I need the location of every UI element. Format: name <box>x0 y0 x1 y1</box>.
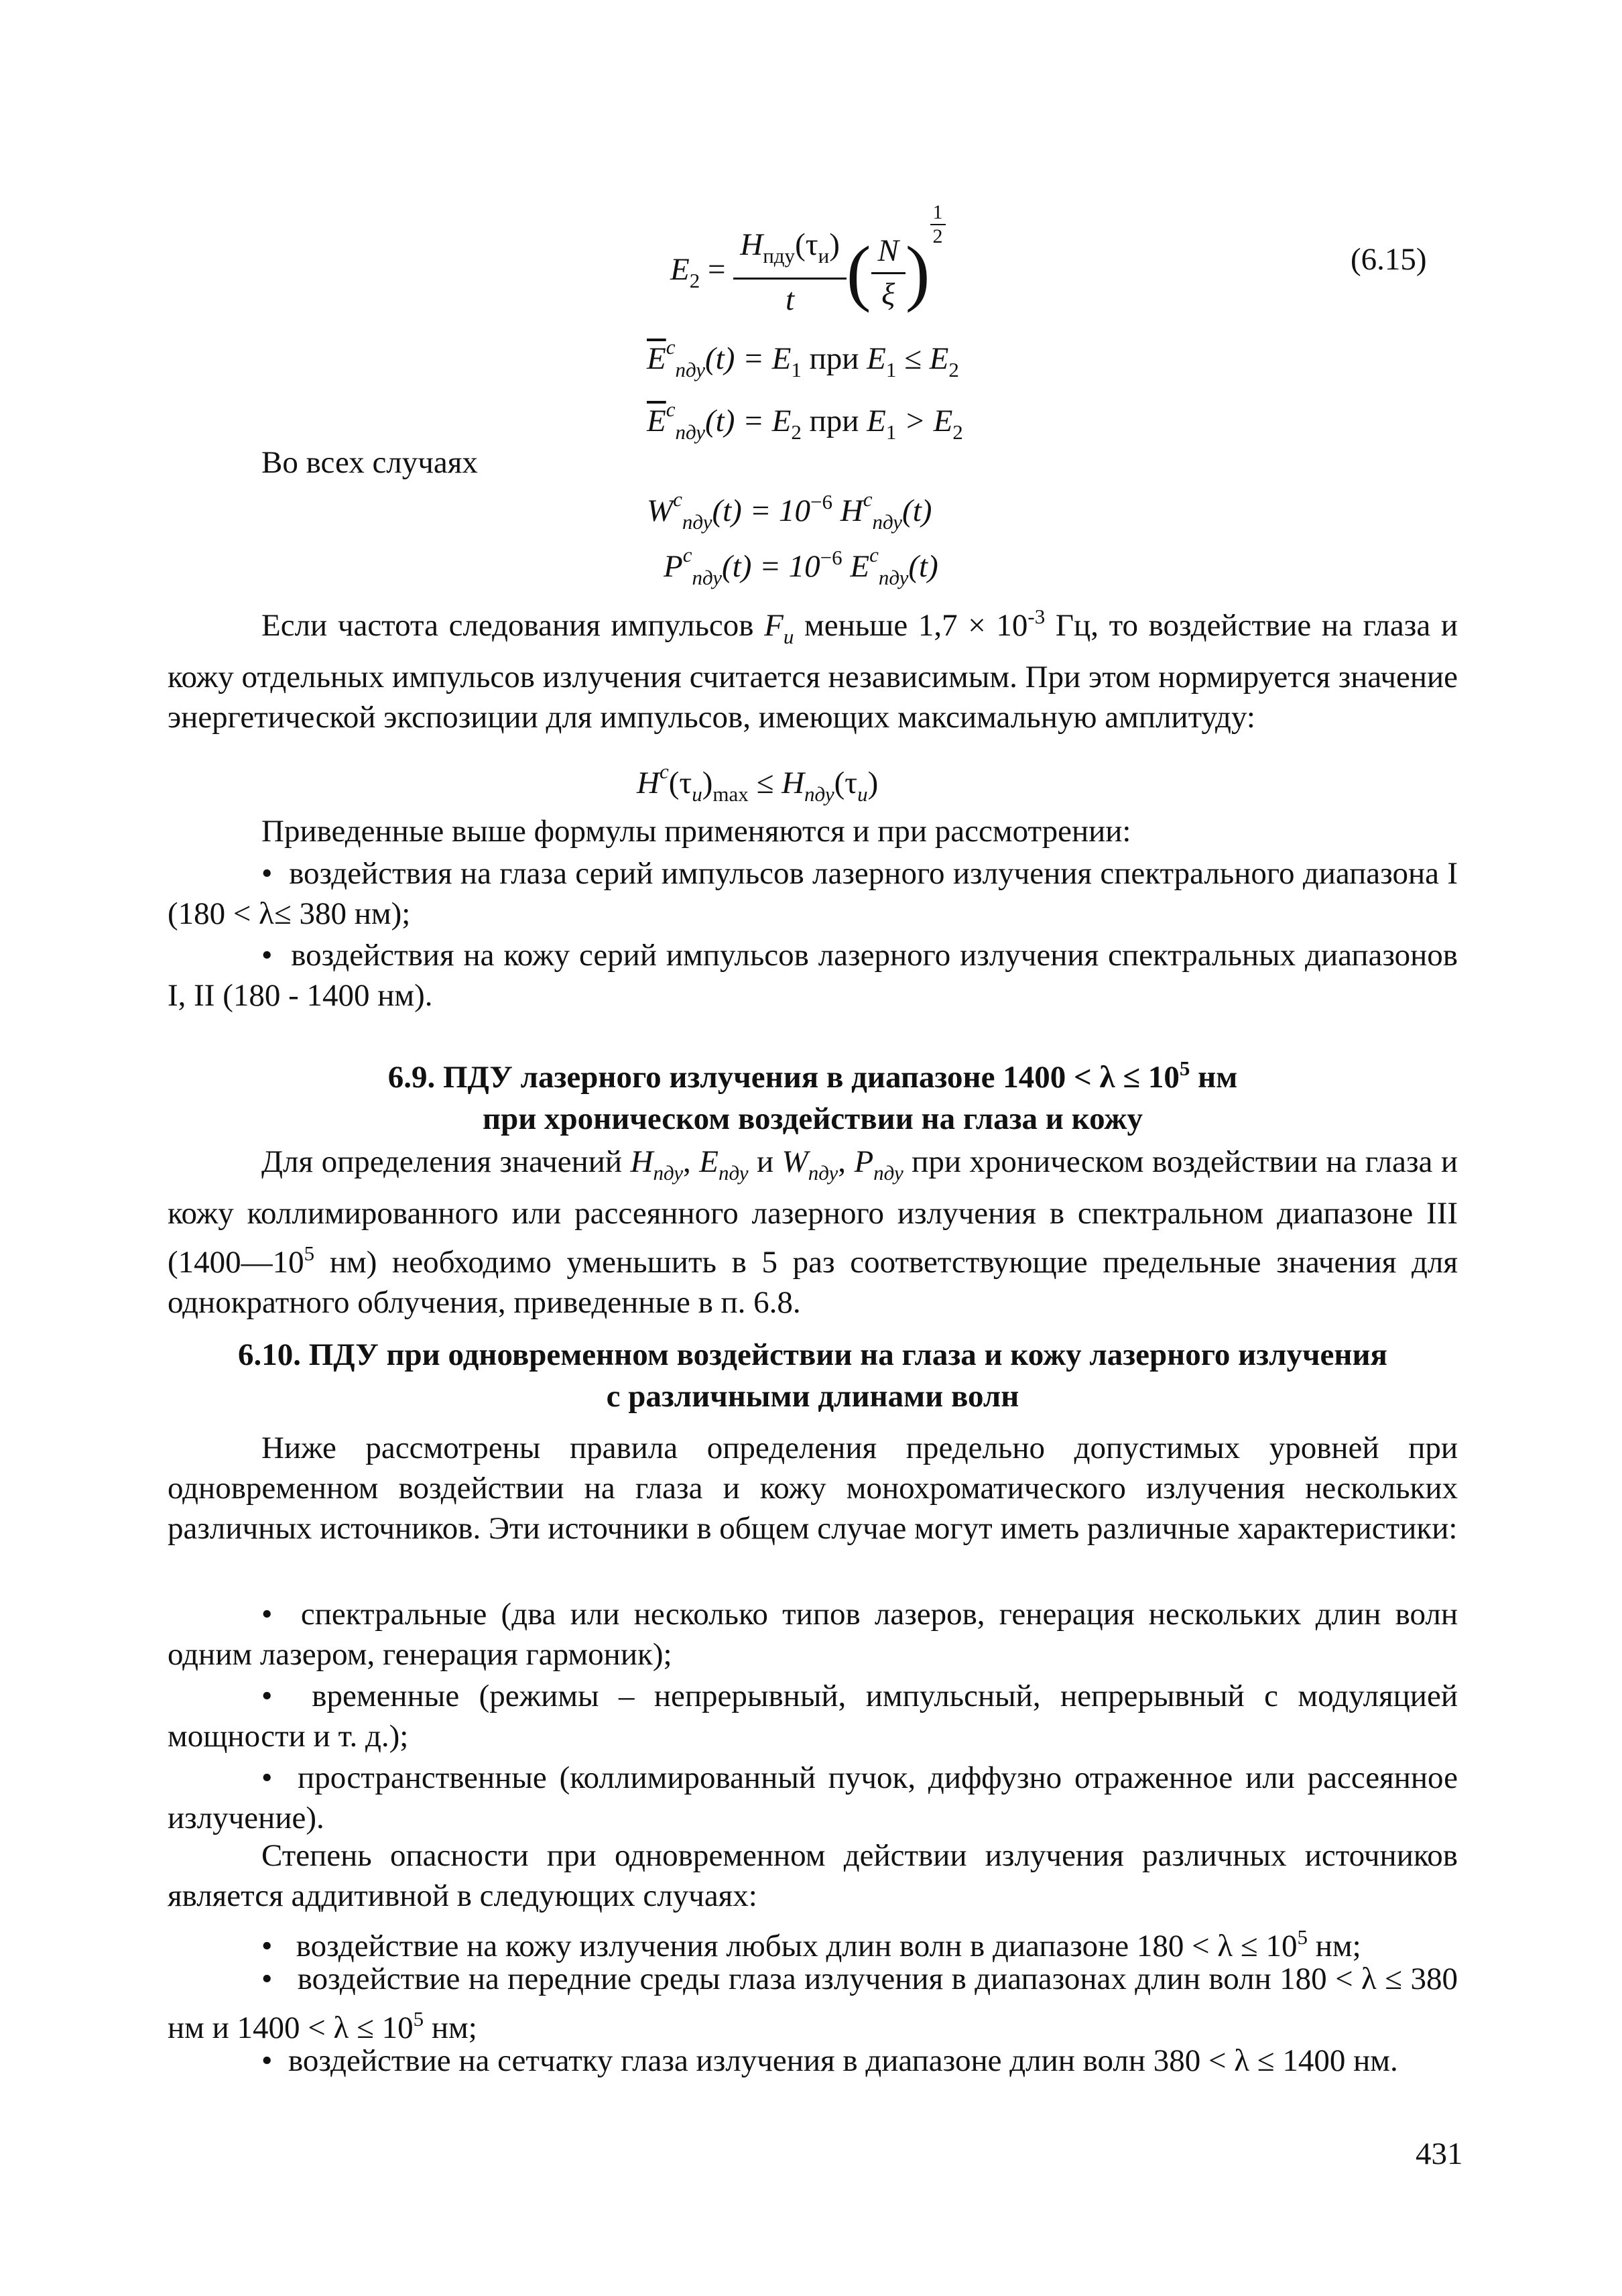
paragraph-formulas-applied: Приведенные выше формулы применяются и при рассмотрении: <box>261 814 1131 849</box>
e2-lhs: E <box>670 252 690 287</box>
list-item-spectral: • спектральные (два или несколько типов лазеров, генерация нескольких длин волн одним лазером, генерация гармоник); <box>168 1594 1458 1675</box>
list-item-eye-series: • воздействия на глаза серий импульсов лазерного излучения спектрального диапазона I (180 < λ≤ 380 нм); <box>168 853 1458 934</box>
formula-p: $P^c_{пду}(t) = 10^{-6}$ $E^c_{пду}(t)$ <box>664 543 938 589</box>
e2-fraction: $\frac{H_{пду}(\tau_и)}{t}$ <box>733 225 847 320</box>
list-item-retina: • воздействие на сетчатку глаза излучения в диапазоне длин волн 380 < λ ≤ 1400 нм. <box>168 2041 1458 2081</box>
paragraph-chronic-exposure: Для определения значений $H_{пду}$, $E_{пду}$ и $W_{пду}$, $P_{пду}$ при хроническом воздействии на глаза и кожу коллимированного или рассеянного лазерного излучения в спектральном диапазоне III ($1400—10^5$ нм) необходимо уменьшить в 5 раз соответствующие предельные значения для однократного облучения, приведенные в п. 6.8. <box>168 1144 1458 1320</box>
paragraph-additive-hazard: Степень опасности при одновременном действии излучения различных источников является аддитивной в следующих случаях: <box>168 1838 1458 1913</box>
paragraph-pulse-frequency: Если частота следования импульсов $F_и$ меньше $1,7 \times 10^{-3}$ Гц, то воздействие на глаза и кожу отдельных импульсов излучения считается независимым. При этом нормируется значение энергетической экспозиции для импульсов, имеющих максимальную амплитуду: <box>168 605 1458 735</box>
list-item-temporal: • временные (режимы – непрерывный, импульсный, непрерывный с модуляцией мощности и т. д.); <box>168 1676 1458 1756</box>
list-item-anterior-eye: • воздействие на передние среды глаза излучения в диапазонах длин волн 180 < λ ≤ 380 нм и $1400 < \lambda \le 10^5$ нм; <box>168 1959 1458 2048</box>
list-item-skin-series: • воздействия на кожу серий импульсов лазерного излучения спектральных диапазонов I, II (180 - 1400 нм). <box>168 935 1458 1016</box>
page-number: 431 <box>1416 2136 1463 2171</box>
list-item-spatial: • пространственные (коллимированный пучок, диффузно отраженное или рассеянное излучение). <box>168 1758 1458 1838</box>
section-heading-6-10: 6.10. ПДУ при одновременном воздействии на глаза и кожу лазерного излучения с различными длинами волн <box>238 1337 1387 1414</box>
e2-exponent: $\frac{1}{2}$ <box>930 201 946 248</box>
list-item-skin-additive: • воздействие на кожу излучения любых длин волн в диапазоне $180 < \lambda \le 10^5$ нм; <box>168 1917 1458 1966</box>
in-all-cases-label: Во всех случаях <box>261 445 478 480</box>
e2-ratio: $\frac{N}{\xi}$ <box>871 231 906 314</box>
equation-number: (6.15) <box>1351 242 1427 277</box>
formula-w: $W^c_{пду}(t) = 10^{-6}$ $H^c_{пду}(t)$ <box>647 487 932 534</box>
formula-h-max: $H^c(\tau_и)_{max} \le H_{пду}(\tau_и)$ <box>637 760 879 806</box>
formula-ebar-1: $\overline{E}^c_{пду}(t) = E_1$ при $E_1 \le E_2$ <box>647 335 959 381</box>
section-heading-6-9: 6.9. ПДУ лазерного излучения в диапазоне $1400 < \lambda \le 10^5$ нм при хроническом воздействии на глаза и кожу <box>387 1056 1238 1136</box>
formula-ebar-2: $\overline{E}^c_{пду}(t) = E_2$ при $E_1 > E_2$ <box>647 398 963 444</box>
formula-e2: $E_2$ = $\frac{H_{пду}(\tau_и)}{t}$ ( $\frac{N}{\xi}$ ) $\frac{1}{2}$ <box>670 201 946 320</box>
paragraph-rules-intro: Ниже рассмотрены правила определения предельно допустимых уровней при одновременном воздействии на глаза и кожу монохроматического излучения нескольких различных источников. Эти источники в общем случае могут иметь различные характеристики: <box>168 1431 1458 1546</box>
